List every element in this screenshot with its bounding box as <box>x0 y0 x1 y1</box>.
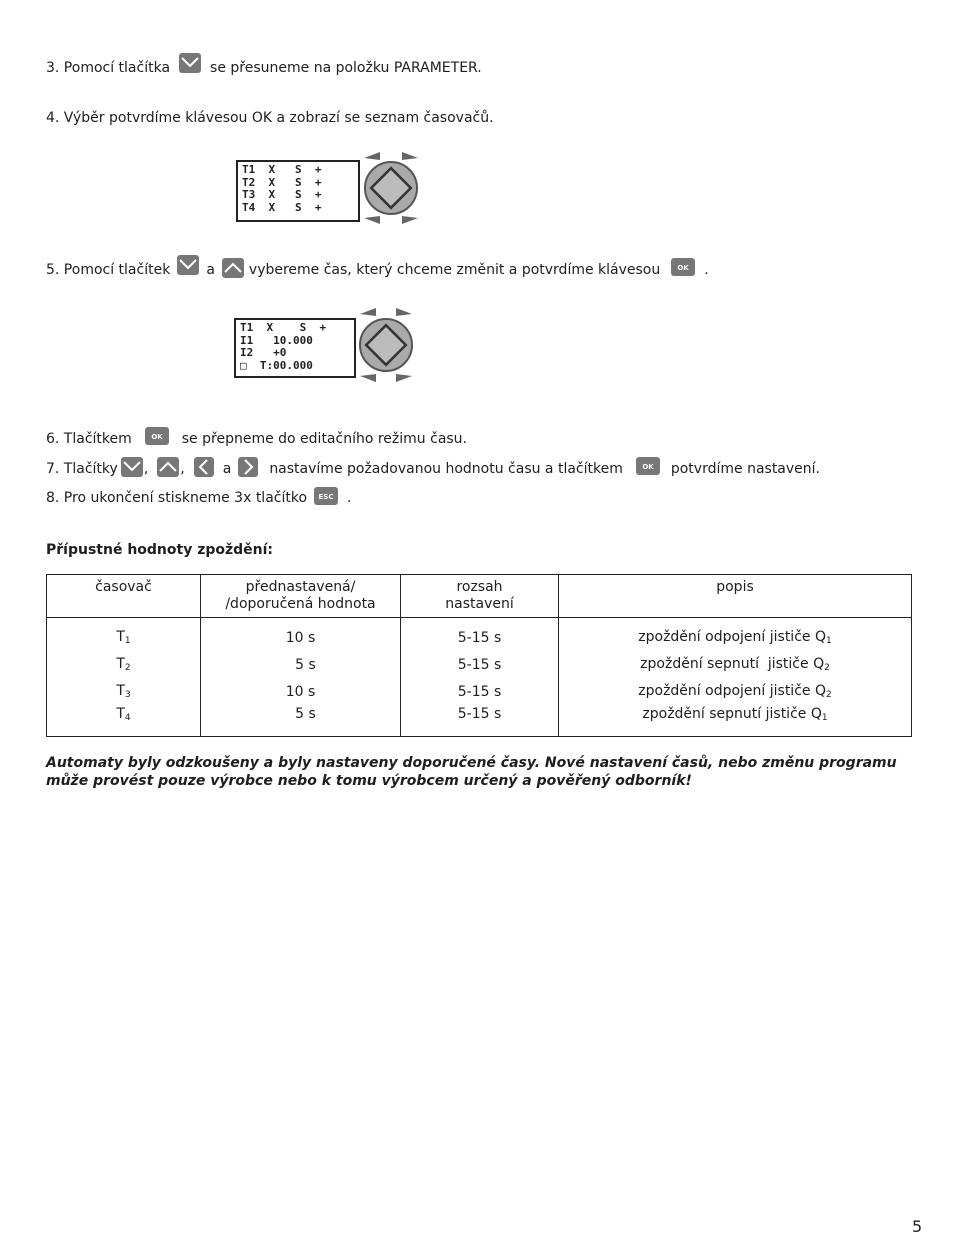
esc-button-icon <box>313 486 339 506</box>
page-number: 5 <box>912 1217 923 1236</box>
col-header-default: přednastavená/ /doporučená hodnota <box>201 575 401 618</box>
table-row: $T_2$ 5 s 5-15 s zpoždění sepnutí jističe $Q_2$ <box>47 651 912 678</box>
up-button-icon <box>156 456 178 476</box>
step-3: 3. Pomocí tlačítka se přesuneme na položku PARAMETER. <box>46 56 482 80</box>
col-header-range: rozsah nastavení <box>401 575 559 618</box>
up-button-icon <box>221 257 243 277</box>
table-header-row <box>47 575 912 618</box>
section-title: Přípustné hodnoty zpoždění: <box>46 542 274 558</box>
down-button-icon <box>176 254 198 274</box>
svg-text:OK: OK <box>677 264 689 272</box>
step-6: 6. Tlačítkem OK se přepneme do editačního režimu času. <box>46 427 467 451</box>
nav-pad-icon <box>360 150 422 230</box>
svg-text:ESC: ESC <box>318 493 334 501</box>
ok-button-icon <box>670 257 696 277</box>
col-header-timer: časovač <box>47 575 201 618</box>
ok-button-icon <box>144 426 170 446</box>
timer-table <box>46 574 912 737</box>
down-button-icon <box>178 52 200 72</box>
display-timer-list: T1 X S + T2 X S + T3 X S + T4 X S + <box>236 150 422 226</box>
step-8: 8. Pro ukončení stiskneme 3x tlačítko ESC . <box>46 486 351 510</box>
svg-text:OK: OK <box>151 433 163 441</box>
warning-note: Automaty byly odzkoušeny a byly nastaveny doporučené časy. Nové nastavení časů, nebo změnu programu může provést pouze výrobce nebo k tomu výrobcem určený a pověřený odborník! <box>46 755 897 789</box>
col-header-description: popis <box>559 575 912 618</box>
table-row: $T_4$ 5 s 5-15 s zpoždění sepnutí jističe $Q_1$ <box>47 705 912 737</box>
step-7: 7. Tlačítky , , a nastavíme požadovanou hodnotu času a tlačítkem OK potvrdíme nastavení. <box>46 457 820 481</box>
nav-pad-icon <box>356 306 416 388</box>
svg-text:OK: OK <box>642 463 654 471</box>
down-button-icon <box>120 456 142 476</box>
right-button-icon <box>237 456 259 476</box>
table-row: $T_3$ 10 s 5-15 s zpoždění odpojení jističe $Q_2$ <box>47 678 912 705</box>
display-timer-edit: T1 X S + I1 10.000 I2 +0 □ T:00.000 <box>234 306 416 384</box>
table-row: $T_1$ 10 s 5-15 s zpoždění odpojení jističe $Q_1$ <box>47 618 912 652</box>
left-button-icon <box>193 456 215 476</box>
step-5: 5. Pomocí tlačítek a vybereme čas, který chceme změnit a potvrdíme klávesou OK . <box>46 258 709 282</box>
step-4: 4. Výběr potvrdíme klávesou OK a zobrazí se seznam časovačů. <box>46 110 494 126</box>
ok-button-icon <box>635 456 661 476</box>
